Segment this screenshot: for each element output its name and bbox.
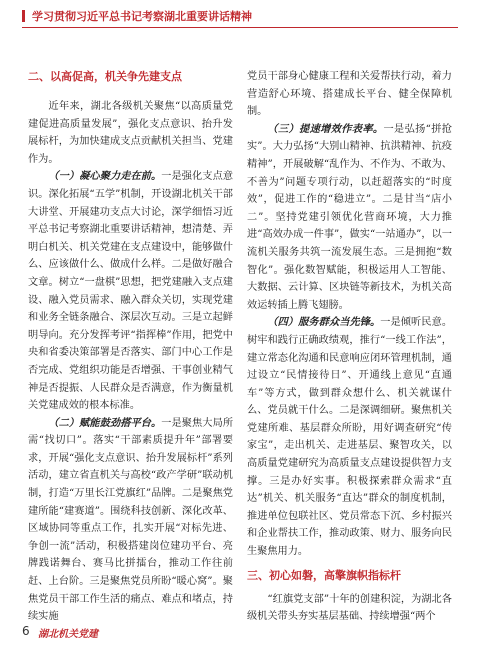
header-rule bbox=[22, 27, 458, 28]
page-footer bbox=[22, 624, 458, 640]
paragraph-intro: 近年来，湖北各级机关聚焦“以高质量党建促进高质量发展”，强化支点意识、抬升发展标杆，为加快建成支点贡献机关担当、党建作为。 bbox=[28, 101, 233, 165]
header-accent-bar bbox=[22, 10, 25, 22]
paragraph-platform bbox=[28, 415, 233, 626]
paragraph-red-flag: “红旗党支部”十年的创建积淀，为湖北各级机关带头夯实基层基础、持续增强“两个 bbox=[247, 593, 452, 623]
paragraph-unity bbox=[28, 168, 233, 414]
section-heading-3: 三、初心如磐，高擎旗帜指标杆 bbox=[247, 568, 401, 582]
paragraph-lead: （一）凝心聚力走在前。 bbox=[48, 170, 162, 183]
paragraph-lead: （四）服务群众当先锋。 bbox=[267, 316, 381, 329]
section-heading-2: 二、以高促高，机关争先建支点 bbox=[28, 70, 182, 83]
paragraph-body: 一是强化支点意识。深化拓展“五学”机制，开设湖北机关干部大讲堂、开展建功支点大讨论，深学细悟习近平总书记考察湖北重要讲话精神，想清楚、弄明白机关、机关党建在支点建设中，能够做什么、应该做什么、做成什么样。二是做好融合文章。树立“一盘棋”思想，把党建融入支点建设、融入党员需求、融入群众关切，实现党建和业务全链条融合、深层次互动。三是立起鲜明导向。充分发挥考评“指挥棒”作用，把党中央和省委决策部署是否落实、部门中心工作是否完成、党组织功能是否增强、干事创业精气神是否提振、人民群众是否满意，作为衡量机关党建成效的根本标准。 bbox=[28, 171, 234, 412]
magazine-name: 湖北机关党建 bbox=[38, 629, 98, 640]
paragraph-body: 一是弘扬“拼抢实”。大力弘扬“大别山精神、抗洪精神、抗疫精神”，开展破解“乱作为、不作为、不敢为、不善为”问题专项行动，以赶超落实的“时度效”，促进工作的“稳进立”。二是甘当“店小二”。坚持党建引领优化营商环境，大力推进“高效办成一件事”，做实“一站通办”，以一流机关服务共筑一流发展生态。三是拥抱“数智化”。强化数智赋能，积极运用人工智能、大数据、云计算、区块链等新技术，为机关高效运转插上腾飞翅膀。 bbox=[247, 123, 452, 311]
page-header bbox=[22, 7, 458, 25]
paragraph-lead: （二）赋能鼓劲搭平台。 bbox=[48, 416, 162, 429]
header-title: 学习贯彻习近平总书记考察湖北重要讲话精神 bbox=[32, 10, 252, 23]
page-number: 6 bbox=[22, 624, 30, 638]
right-column bbox=[247, 68, 452, 626]
left-column bbox=[28, 98, 233, 626]
paragraph-body: 一是聚焦大局所需“找切口”。落实“干部素质提升年”部署要求，开展“强化支点意识、抬升发展标杆”系列活动，建立省直机关与高校“政产学研”联动机制，打造“万里长江党旗红”品牌。二是聚焦党建所能“建赛道”。围绕科技创新、深化改革、区域协同等重点工作，扎实开展“对标先进、争创一流”活动，积极搭建岗位建功平台、亮牌践诺舞台、赛马比拼擂台，推动工作往前赶、上台阶。三是聚焦党员所盼“暖心窝”。聚焦党员干部工作生活的痛点、难点和堵点，持续实施 bbox=[28, 417, 234, 623]
paragraph-efficiency bbox=[247, 121, 452, 315]
paragraph-lead: （三）提速增效作表率。 bbox=[267, 122, 384, 135]
paragraph-service bbox=[247, 314, 452, 560]
paragraph-continued: 党员干部身心健康工程和关爱帮扶行动，着力营造舒心环境、搭建成长平台、健全保障机制。 bbox=[247, 71, 452, 118]
paragraph-body: 一是倾听民意。树牢和践行正确政绩观，推行“一线工作法”，建立常态化沟通和民意响应闭环管理机制，通过设立“民情接待日”、开通线上意见“直通车”等方式，做到群众想什么、机关就谋什么、党员就干什么。二是深调细研。聚焦机关党建所难、基层群众所盼，用好调查研究“传家宝”，走出机关、走进基层、聚智攻关，以高质量党建研究为高质量支点建设提供智力支撑。三是办好实事。积极探索群众需求“直达”机关、机关服务“直达”群众的制度机制，推进单位包联社区、党员常态下沉、乡村振兴和企业帮扶工作，推动政策、财力、服务向民生聚焦用力。 bbox=[247, 317, 453, 558]
